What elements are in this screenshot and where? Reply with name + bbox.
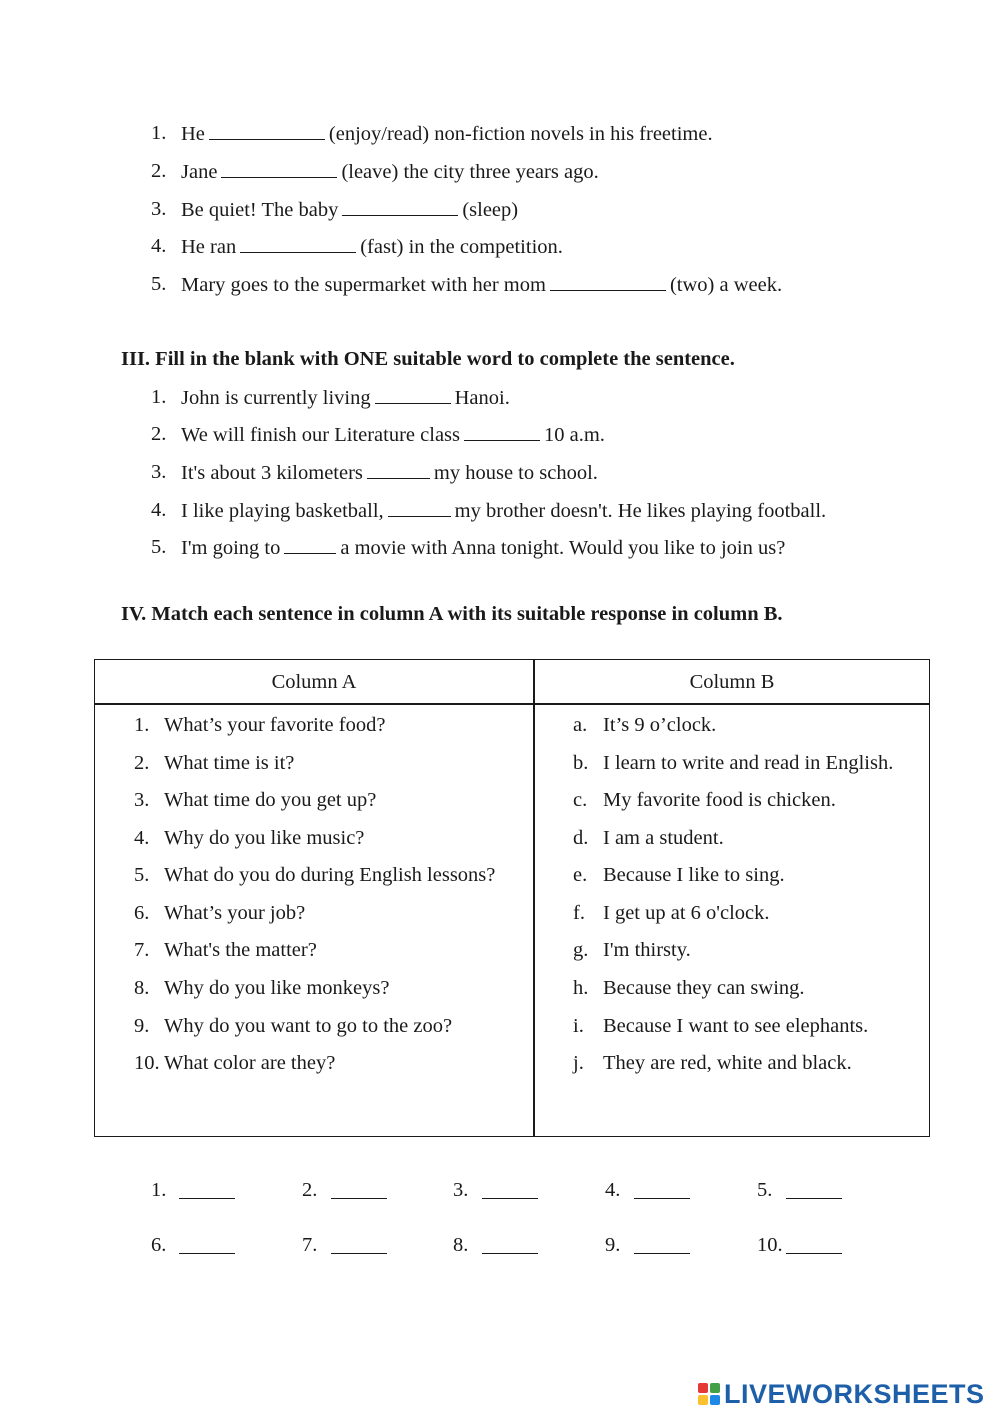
answer-blank[interactable] [375,385,451,404]
response: I am a student. [603,827,724,849]
sentence-start: Jane [181,161,218,183]
answer-number: 4. [605,1179,621,1201]
sentence-end: my house to school. [433,462,598,484]
logo-text: LIVEWORKSHEETS [724,1378,985,1409]
answer-blank[interactable] [179,1235,235,1254]
sentence [181,498,826,523]
sentence-start: He ran [181,236,237,258]
item-letter: h. [573,977,589,999]
answer-blank[interactable] [482,1180,538,1199]
sentence-end: a movie with Anna tonight. Would you like to join us? [340,537,786,559]
question: What's the matter? [164,939,317,961]
item-letter: i. [573,1015,584,1037]
item-letter: a. [573,714,588,736]
item-number: 1. [151,122,167,144]
answer-blank[interactable] [550,272,666,291]
sentence-end: 10 a.m. [544,424,605,446]
item-letter: j. [573,1052,584,1074]
logo-block [698,1383,708,1393]
answer-number: 9. [605,1234,621,1256]
sentence-start: We will finish our Literature class [181,424,461,446]
sentence-end: (fast) in the competition. [360,236,563,258]
item-number: 5. [151,536,167,558]
sentence [181,197,518,222]
answer-blank[interactable] [342,197,458,216]
response: Because they can swing. [603,977,805,999]
sentence-end: (two) a week. [669,274,783,296]
item-number: 5. [151,273,167,295]
section3-heading: III. Fill in the blank with ONE suitable word to complete the sentence. [121,348,735,370]
item-number: 9. [134,1015,150,1037]
question: Why do you like monkeys? [164,977,390,999]
answer-number: 10. [757,1234,783,1256]
item-number: 8. [134,977,150,999]
question: What time is it? [164,752,295,774]
item-letter: f. [573,902,585,924]
sentence-start: I'm going to [181,537,281,559]
answer-blank[interactable] [367,460,430,479]
answer-number: 7. [302,1234,318,1256]
answer-blank[interactable] [634,1180,690,1199]
sentence [181,535,785,560]
answer-number: 3. [453,1179,469,1201]
response: My favorite food is chicken. [603,789,836,811]
item-number: 6. [134,902,150,924]
item-letter: g. [573,939,589,961]
answer-number: 8. [453,1234,469,1256]
response: I'm thirsty. [603,939,691,961]
answer-blank[interactable] [482,1235,538,1254]
column-b-header: Column B [689,671,775,693]
question: What color are they? [164,1052,336,1074]
item-number: 2. [151,423,167,445]
sentence [181,121,713,146]
sentence [181,272,782,297]
answer-blank[interactable] [331,1180,387,1199]
item-letter: d. [573,827,589,849]
item-number: 4. [134,827,150,849]
response: Because I like to sing. [603,864,785,886]
answer-blank[interactable] [786,1180,842,1199]
question: What’s your favorite food? [164,714,386,736]
column-a-header: Column A [271,671,357,693]
item-number: 3. [151,461,167,483]
answer-blank[interactable] [284,535,336,554]
answer-blank[interactable] [331,1235,387,1254]
item-letter: b. [573,752,589,774]
question: What time do you get up? [164,789,377,811]
answer-blank[interactable] [786,1235,842,1254]
sentence-start: John is currently living [181,387,371,409]
sentence-end: (sleep) [462,199,519,221]
liveworksheets-logo [698,1377,985,1411]
answer-number: 2. [302,1179,318,1201]
item-letter: e. [573,864,588,886]
sentence-end: my brother doesn't. He likes playing football. [454,500,827,522]
sentence-start: It's about 3 kilometers [181,462,363,484]
item-number: 1. [134,714,150,736]
item-number: 7. [134,939,150,961]
sentence-end: (leave) the city three years ago. [341,161,599,183]
sentence-end: (enjoy/read) non-fiction novels in his freetime. [328,123,713,145]
logo-blocks-icon [698,1383,720,1405]
item-number: 1. [151,386,167,408]
question: Why do you like music? [164,827,365,849]
answer-blank[interactable] [240,234,356,253]
response: I learn to write and read in English. [603,752,894,774]
sentence-start: Be quiet! The baby [181,199,339,221]
item-number: 3. [134,789,150,811]
answer-number: 1. [151,1179,167,1201]
item-number: 10. [134,1052,160,1074]
sentence-start: He [181,123,205,145]
response: They are red, white and black. [603,1052,852,1074]
logo-block [710,1383,720,1393]
logo-block [698,1395,708,1405]
sentence [181,234,563,259]
question: What do you do during English lessons? [164,864,496,886]
question: What’s your job? [164,902,306,924]
column-divider [533,659,535,1137]
answer-blank[interactable] [179,1180,235,1199]
sentence [181,159,599,184]
sentence-start: Mary goes to the supermarket with her mom [181,274,546,296]
answer-blank[interactable] [464,422,540,441]
answer-blank[interactable] [388,498,451,517]
sentence-end: Hanoi. [454,387,510,409]
logo-block [710,1395,720,1405]
item-number: 2. [134,752,150,774]
header-divider [94,703,930,705]
question: Why do you want to go to the zoo? [164,1015,453,1037]
sentence [181,385,510,410]
item-number: 4. [151,499,167,521]
answer-number: 6. [151,1234,167,1256]
answer-number: 5. [757,1179,773,1201]
item-number: 4. [151,235,167,257]
item-number: 2. [151,160,167,182]
answer-blank[interactable] [221,159,337,178]
section4-heading: IV. Match each sentence in column A with its suitable response in column B. [121,603,783,625]
answer-blank[interactable] [634,1235,690,1254]
response: Because I want to see elephants. [603,1015,869,1037]
response: It’s 9 o’clock. [603,714,717,736]
response: I get up at 6 o'clock. [603,902,770,924]
item-number: 3. [151,198,167,220]
sentence-start: I like playing basketball, [181,500,384,522]
item-number: 5. [134,864,150,886]
item-letter: c. [573,789,588,811]
sentence [181,422,605,447]
sentence [181,460,598,485]
answer-blank[interactable] [209,121,325,140]
